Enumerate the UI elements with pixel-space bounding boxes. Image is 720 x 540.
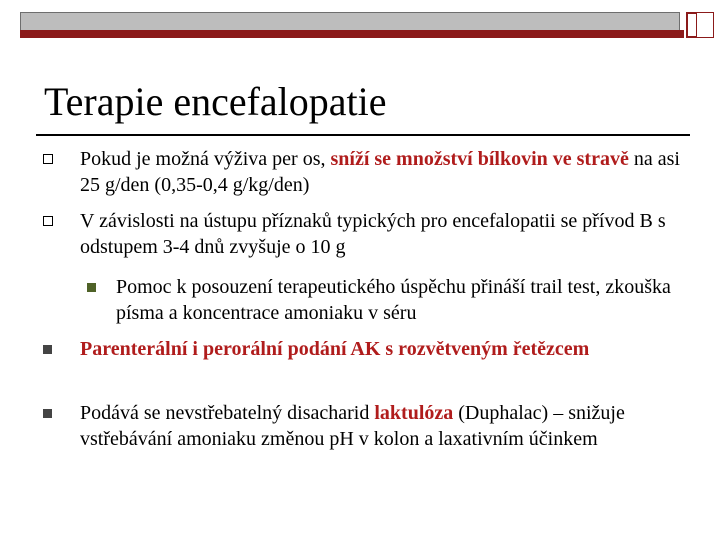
slide-title: Terapie encefalopatie [44, 79, 387, 124]
bullet-text: Pokud je možná výživa per os, [80, 148, 331, 170]
bullet-highlight: Parenterální i perorální podání AK s rozvětveným řetězcem [80, 338, 590, 360]
header-rule [20, 30, 684, 38]
sub-bullet-text: Pomoc k posouzení terapeutického úspěchu přináší trail test, zkouška písma a koncentrace amoniaku v séru [116, 276, 671, 324]
bullet-item-4 [80, 400, 692, 452]
bullet-item-1 [80, 146, 692, 198]
filled-square-icon [43, 409, 52, 418]
filled-square-icon [87, 283, 96, 292]
filled-square-icon [43, 345, 52, 354]
hollow-square-icon [43, 154, 53, 164]
title-divider [36, 134, 690, 136]
bullet-text: Podává se nevstřebatelný disacharid [80, 402, 375, 424]
sub-bullet-item [116, 274, 676, 326]
bullet-item-3 [80, 336, 692, 362]
corner-box-inner [696, 12, 714, 38]
bullet-highlight: laktulóza [374, 402, 454, 424]
bullet-item-2 [80, 208, 692, 260]
bullet-text: V závislosti na ústupu příznaků typických pro encefalopatii se přívod B s odstupem 3-4 dnů zvyšuje o 10 g [80, 210, 666, 258]
bullet-text-cont: na asi 25 g/den (0,35-0,4 g/kg/den) [80, 148, 680, 196]
hollow-square-icon [43, 216, 53, 226]
bullet-highlight: sníží se množství bílkovin ve stravě [330, 148, 629, 170]
bullet-text-cont: (Duphalac) – snižuje vstřebávání amoniaku změnou pH v kolon a laxativním účinkem [80, 402, 625, 450]
